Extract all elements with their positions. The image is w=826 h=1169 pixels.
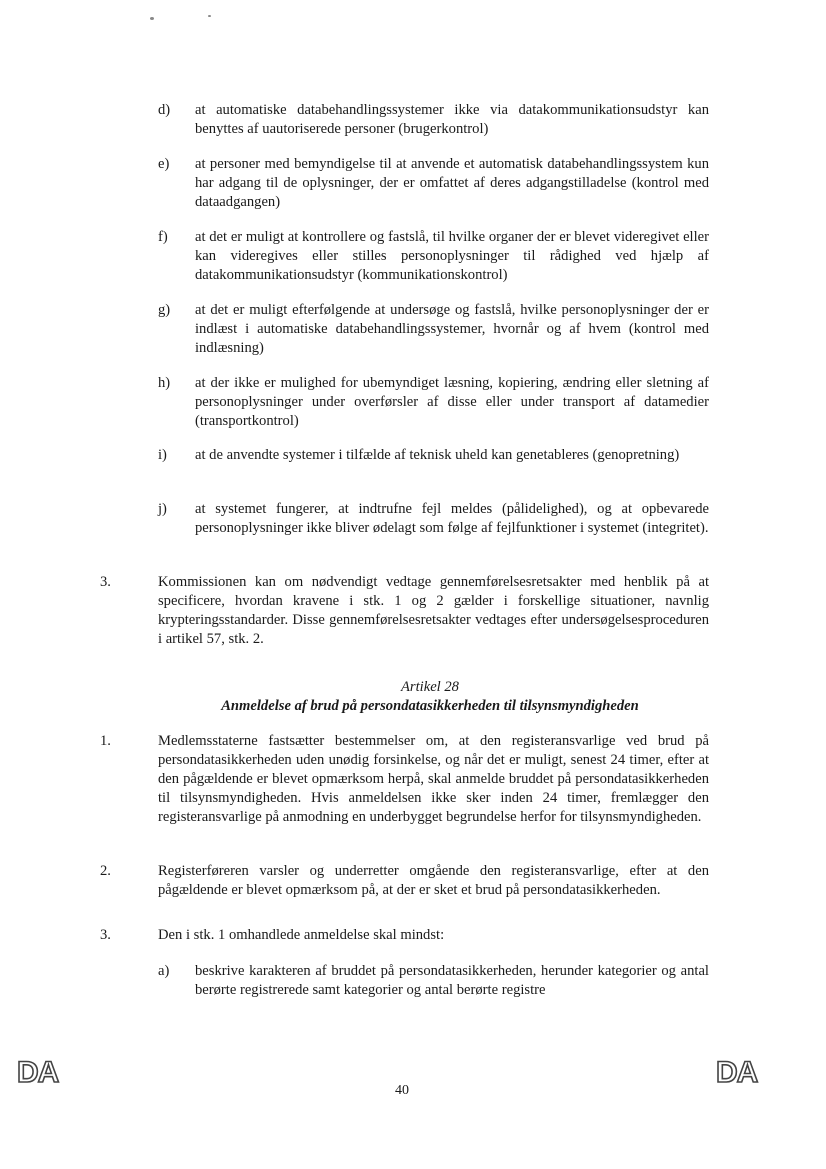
article-number: Artikel 28 [401, 679, 459, 695]
item-text: at det er muligt efterfølgende at undersøge og fastslå, hvilke personoplysninger der er indlæst i automatiske databehandlingssystemer, hvornår og af hvem (kontrol med indlæsning) [195, 302, 709, 356]
paragraph-text: Registerføreren varsler og underretter omgående den registeransvarlige, efter at den pågældende er blevet opmærksom på, at der er sket et brud på persondatasikkerheden. [158, 863, 709, 898]
item-text: at det er muligt at kontrollere og fastslå, til hvilke organer der er blevet videregivet eller kan videregives eller stilles personoplysninger til rådighed ved hjælp af datakommunikationsudstyr (kommunikationskontrol) [195, 229, 709, 283]
article-title: Anmeldelse af brud på persondatasikkerheden til tilsynsmyndigheden [221, 698, 639, 714]
paragraph-text: Medlemsstaterne fastsætter bestemmelser om, at den registeransvarlige ved brud på persondatasikkerheden uden unødig forsinkelse, og når det er muligt, senest 24 timer, efter at den pågældende er blevet opmærksom herpå, skal anmelde bruddet på persondatasikkerheden til tilsynsmyndigheden. Hvis anmeldelsen ikke sker inden 24 timer, fremlægger den registeransvarlige på anmodning en underbygget begrundelse herfor for tilsynsmyndigheden. [158, 733, 709, 825]
item-text: at de anvendte systemer i tilfælde af teknisk uheld kan genetableres (genopretning) [195, 447, 680, 463]
item-text: at automatiske databehandlingssystemer ikke via datakommunikationsudstyr kan benyttes af uautoriserede personer (brugerkontrol) [195, 102, 709, 137]
language-mark-left: DA [17, 1056, 59, 1089]
item-text: at personer med bemyndigelse til at anvende et automatisk databehandlingssystem kun har adgang til de oplysninger, der er omfattet af deres adgangstilladelse (kontrol med dataadgangen) [195, 156, 709, 210]
page-number: 40 [395, 1083, 409, 1098]
item-label: g) [158, 302, 171, 318]
item-label: i) [158, 447, 167, 463]
item-label: h) [158, 375, 171, 391]
item-label: j) [158, 501, 167, 517]
paragraph-number: 1. [100, 733, 111, 749]
paragraph-number: 3. [100, 927, 111, 943]
paragraph-text: Den i stk. 1 omhandlede anmeldelse skal mindst: [158, 927, 445, 943]
paragraph-text: Kommissionen kan om nødvendigt vedtage gennemførelsesretsakter med henblik på at specificere, hvordan kravene i stk. 1 og 2 gælder i forskellige situationer, navnlig krypteringsstandarder. Disse gennemførelsesretsakter vedtages efter undersøgelsesproceduren i artikel 57, stk. 2. [158, 574, 709, 647]
item-label: f) [158, 229, 168, 245]
scan-speck [208, 15, 211, 17]
paragraph-number: 2. [100, 863, 111, 879]
paragraph-number: 3. [100, 574, 111, 590]
language-mark-right: DA [716, 1056, 758, 1089]
item-text: at der ikke er mulighed for ubemyndiget læsning, kopiering, ændring eller sletning af personoplysninger under overførsler af disse eller under transport af datamedier (transportkontrol) [195, 375, 709, 429]
item-text: at systemet fungerer, at indtrufne fejl meldes (pålidelighed), og at opbevarede personoplysninger ikke bliver ødelagt som følge af fejlfunktioner i systemet (integritet). [195, 501, 709, 536]
item-text: beskrive karakteren af bruddet på persondatasikkerheden, herunder kategorier og antal berørte registrerede samt kategorier og antal berørte registre [195, 963, 709, 998]
item-label: e) [158, 156, 170, 172]
scan-speck [150, 17, 154, 20]
item-label: a) [158, 963, 170, 979]
item-label: d) [158, 102, 171, 118]
